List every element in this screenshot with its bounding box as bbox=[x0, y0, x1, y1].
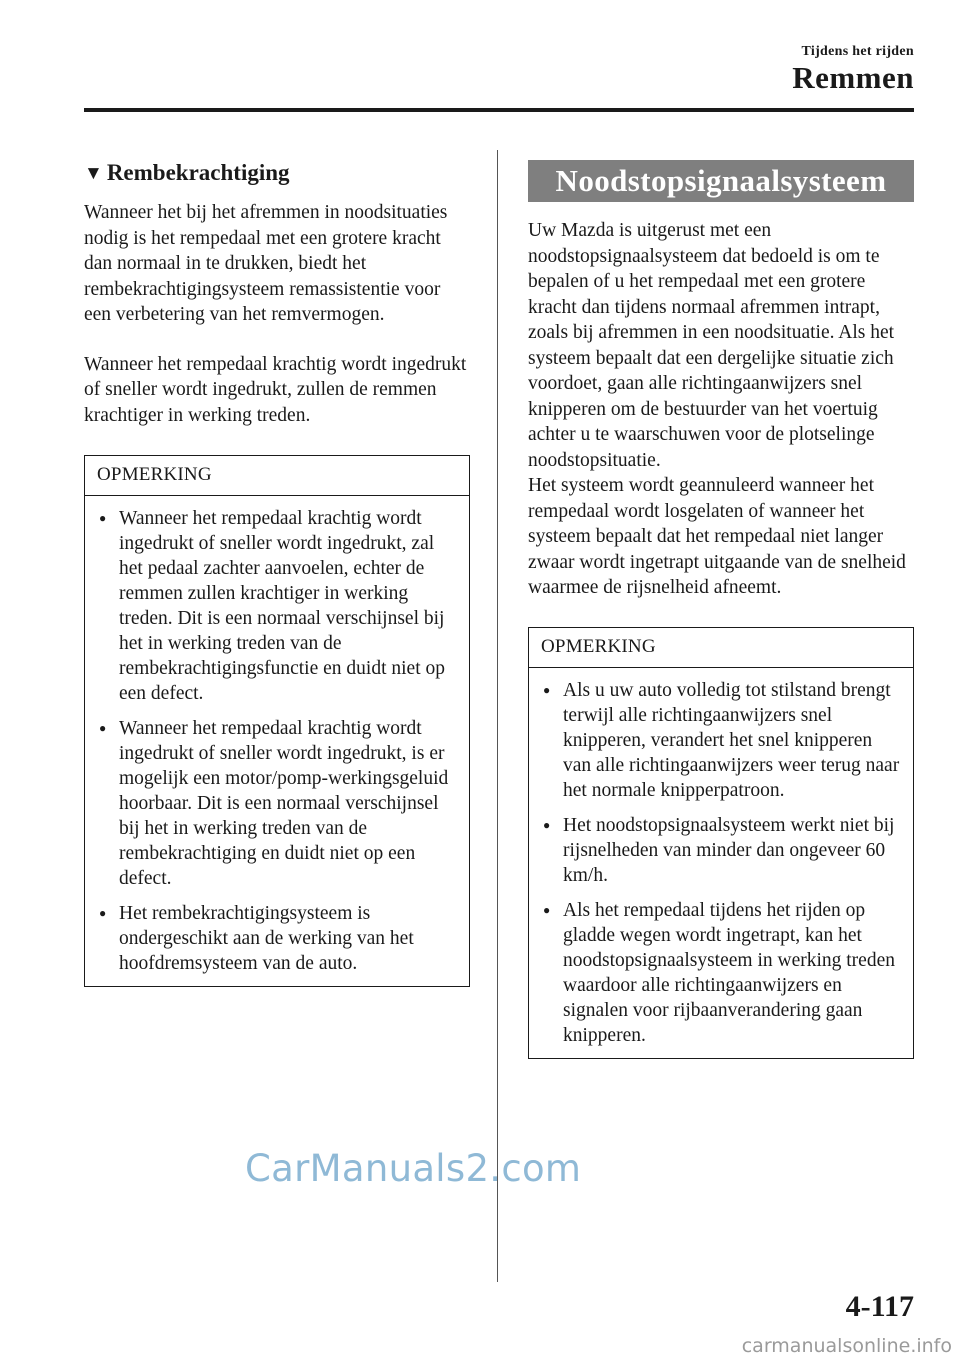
watermark: CarManuals2.com bbox=[245, 1147, 582, 1190]
triangle-down-icon: ▼ bbox=[84, 162, 103, 184]
bullet-icon: ● bbox=[99, 511, 107, 525]
site-watermark: carmanualsonline.info bbox=[741, 1335, 952, 1357]
bullet-icon: ● bbox=[99, 906, 107, 920]
note-item bbox=[97, 506, 459, 706]
subsection-heading-text: Rembekrachtiging bbox=[106, 160, 290, 185]
header-rule bbox=[84, 108, 914, 112]
note-box bbox=[84, 455, 470, 987]
page-number: 4-117 bbox=[845, 1290, 914, 1323]
note-item-text: Als u uw auto volledig tot stilstand brengt terwijl alle richtingaanwijzers snel knipperen, verandert het snel knipperen van alle richtingaanwijzers weer terug naar het normale knipperpatroon. bbox=[563, 679, 900, 801]
section-banner: Noodstopsignaalsysteem bbox=[528, 160, 914, 202]
left-column bbox=[84, 150, 470, 987]
note-item bbox=[541, 813, 903, 888]
note-item bbox=[541, 898, 903, 1048]
note-item-text: Het noodstopsignaalsysteem werkt niet bij rijsnelheden van minder dan ongeveer 60 km/h. bbox=[563, 814, 895, 886]
right-column bbox=[528, 150, 914, 1059]
note-item-text: Het rembekrachtigingsysteem is ondergeschikt aan de werking van het hoofdremsysteem van de auto. bbox=[119, 903, 414, 974]
paragraph: Uw Mazda is uitgerust met een noodstopsignaalsysteem dat bedoeld is om te bepalen of u het rempedaal met een grotere kracht dan tijdens normaal afremmen intrapt, zoals bij afremmen in een noodsituatie. Als het systeem bepaalt dat een dergelijke situatie zich voordoet, gaan alle richtingaanwijzers snel knipperen om de bestuurder van het voertuig achter u te waarschuwen voor de plotselinge noodstopsituatie. bbox=[528, 220, 895, 471]
note-title: OPMERKING bbox=[85, 456, 469, 496]
note-item-text: Wanneer het rempedaal krachtig wordt ingedrukt of sneller wordt ingedrukt, zal het pedaal zachter aanvoelen, echter de remmen zullen krachtiger in werking treden. Dit is een normaal verschijnsel bij het in werking treden van de rembekrachtigingsfunctie en duidt niet op een defect. bbox=[119, 508, 445, 704]
page-title: Remmen bbox=[792, 60, 914, 95]
note-body bbox=[529, 668, 913, 1058]
note-box bbox=[528, 627, 914, 1059]
note-title: OPMERKING bbox=[529, 628, 913, 668]
note-item bbox=[97, 716, 459, 891]
bullet-icon: ● bbox=[99, 721, 107, 735]
bullet-icon: ● bbox=[543, 817, 551, 832]
bullet-icon: ● bbox=[543, 682, 551, 697]
note-item-text: Wanneer het rempedaal krachtig wordt ingedrukt of sneller wordt ingedrukt, is er mogelijk een motor/pomp-werkingsgeluid hoorbaar. Dit is een normaal verschijnsel bij het in werking treden van de rembekrachtiging en duidt niet op een defect. bbox=[119, 718, 449, 889]
subsection-heading bbox=[84, 160, 470, 186]
note-item bbox=[541, 678, 903, 803]
note-body bbox=[85, 496, 469, 986]
paragraph: Het systeem wordt geannuleerd wanneer het rempedaal wordt losgelaten of wanneer het systeem bepaalt dat het rempedaal niet langer zwaar wordt ingetrapt uitgaande van de snelheid waarmee de rijsnelheid afneemt. bbox=[528, 475, 906, 598]
section-label: Tijdens het rijden bbox=[801, 44, 914, 59]
paragraph: Wanneer het bij het afremmen in noodsituaties nodig is het rempedaal met een grotere kracht dan normaal in te drukken, biedt het rembekrachtigingsysteem remassistentie voor een verbetering van het remvermogen. bbox=[84, 202, 448, 325]
note-item bbox=[97, 901, 459, 976]
bullet-icon: ● bbox=[543, 902, 551, 917]
column-divider bbox=[497, 150, 498, 1282]
paragraph: Wanneer het rempedaal krachtig wordt ingedrukt of sneller wordt ingedrukt, zullen de remmen krachtiger in werking treden. bbox=[84, 353, 467, 426]
note-item-text: Als het rempedaal tijdens het rijden op gladde wegen wordt ingetrapt, kan het noodstopsignaalsysteem in werking treden waardoor alle richtingaanwijzers en signalen voor rijbaanverandering gaan knipperen. bbox=[563, 899, 895, 1046]
